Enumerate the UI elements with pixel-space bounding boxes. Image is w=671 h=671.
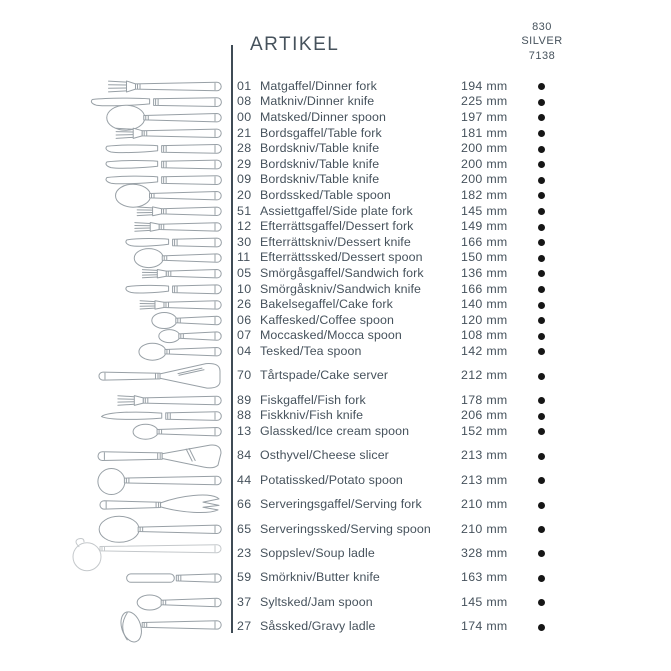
availability-dot [538, 373, 545, 380]
article-name: Bordskniv/Table knife [260, 141, 380, 156]
availability-dot [538, 477, 545, 484]
article-name: Bordsgaffel/Table fork [260, 125, 382, 140]
article-size: 210 mm [461, 521, 508, 536]
article-name: Soppslev/Soup ladle [260, 545, 375, 560]
article-size: 145 mm [461, 203, 508, 218]
availability-dot [538, 114, 545, 121]
article-code: 88 [237, 408, 252, 423]
page-title: ARTIKEL [250, 34, 340, 55]
article-name: Kaffesked/Coffee spoon [260, 312, 395, 327]
article-size: 142 mm [461, 343, 508, 358]
table-row [237, 497, 577, 513]
availability-dot [538, 192, 545, 199]
table-row [237, 141, 577, 157]
table-row [237, 235, 577, 251]
article-code: 65 [237, 521, 252, 536]
article-name: Efterrättskniv/Dessert knife [260, 234, 411, 249]
article-code: 10 [237, 281, 252, 296]
article-name: Serveringssked/Serving spoon [260, 521, 431, 536]
article-size: 149 mm [461, 219, 508, 234]
article-size: 200 mm [461, 141, 508, 156]
table-row [237, 313, 577, 329]
article-code: 89 [237, 392, 252, 407]
article-list [237, 0, 577, 671]
article-code: 26 [237, 297, 252, 312]
article-code: 37 [237, 594, 252, 609]
article-code: 28 [237, 141, 252, 156]
article-name: Tårtspade/Cake server [260, 368, 389, 383]
availability-dot [538, 302, 545, 309]
article-code: 21 [237, 125, 252, 140]
article-size: 108 mm [461, 328, 508, 343]
availability-dot [538, 208, 545, 215]
article-code: 84 [237, 448, 252, 463]
series-number: 830 [532, 21, 552, 33]
availability-dot [538, 624, 545, 631]
article-size: 145 mm [461, 594, 508, 609]
article-size: 174 mm [461, 619, 508, 634]
availability-dot [538, 333, 545, 340]
article-code: 05 [237, 265, 252, 280]
divider-line [231, 45, 233, 633]
article-code: 23 [237, 545, 252, 560]
article-size: 120 mm [461, 312, 508, 327]
article-code: 51 [237, 203, 252, 218]
article-name: Moccasked/Mocca spoon [260, 328, 402, 343]
table-row [237, 94, 577, 110]
article-name: Bakelsegaffel/Cake fork [260, 297, 393, 312]
article-name: Bordskniv/Table knife [260, 156, 380, 171]
availability-dot [538, 413, 545, 420]
availability-dot [538, 239, 545, 246]
availability-dot [538, 83, 545, 90]
article-name: Efterrättssked/Dessert spoon [260, 250, 423, 265]
table-row [237, 328, 577, 344]
article-name: Matkniv/Dinner knife [260, 94, 375, 109]
article-name: Potatissked/Potato spoon [260, 472, 403, 487]
table-row [237, 408, 577, 424]
article-code: 59 [237, 570, 252, 585]
availability-dot [538, 270, 545, 277]
table-row [237, 188, 577, 204]
availability-dot [538, 599, 545, 606]
article-name: Smörgåsgaffel/Sandwich fork [260, 265, 424, 280]
article-size: 152 mm [461, 423, 508, 438]
article-name: Serveringsgaffel/Serving fork [260, 497, 422, 512]
article-size: 178 mm [461, 392, 508, 407]
article-name: Såssked/Gravy ladle [260, 619, 376, 634]
article-size: 166 mm [461, 281, 508, 296]
article-size: 140 mm [461, 297, 508, 312]
article-code: 08 [237, 94, 252, 109]
article-name: Tesked/Tea spoon [260, 343, 362, 358]
availability-dot [538, 575, 545, 582]
article-name: Bordssked/Table spoon [260, 187, 391, 202]
article-code: 27 [237, 619, 252, 634]
article-size: 150 mm [461, 250, 508, 265]
article-code: 13 [237, 423, 252, 438]
article-code: 07 [237, 328, 252, 343]
table-row [237, 282, 577, 298]
article-size: 206 mm [461, 408, 508, 423]
availability-dot [538, 502, 545, 509]
article-size: 328 mm [461, 545, 508, 560]
article-size: 194 mm [461, 78, 508, 93]
table-row [237, 110, 577, 126]
article-size: 213 mm [461, 472, 508, 487]
article-code: 09 [237, 172, 252, 187]
article-code: 11 [237, 250, 251, 265]
table-row [237, 266, 577, 282]
article-size: 210 mm [461, 497, 508, 512]
table-row [237, 424, 577, 440]
article-name: Fiskgaffel/Fish fork [260, 392, 366, 407]
article-size: 197 mm [461, 109, 508, 124]
article-size: 200 mm [461, 172, 508, 187]
table-row [237, 546, 577, 562]
article-code: 70 [237, 368, 252, 383]
availability-dot [538, 526, 545, 533]
table-row [237, 619, 577, 635]
table-row [237, 157, 577, 173]
table-row [237, 79, 577, 95]
availability-dot [538, 161, 545, 168]
availability-dot [538, 550, 545, 557]
article-code: 44 [237, 472, 252, 487]
article-size: 200 mm [461, 156, 508, 171]
availability-dot [538, 453, 545, 460]
table-row [237, 570, 577, 586]
table-row [237, 473, 577, 489]
table-row [237, 204, 577, 220]
table-row [237, 393, 577, 409]
article-size: 181 mm [461, 125, 508, 140]
table-row [237, 126, 577, 142]
article-size: 182 mm [461, 187, 508, 202]
article-name: Glassked/Ice cream spoon [260, 423, 410, 438]
article-code: 66 [237, 497, 252, 512]
article-code: 00 [237, 109, 252, 124]
article-code: 12 [237, 219, 252, 234]
availability-dot [538, 428, 545, 435]
table-row [237, 219, 577, 235]
series-name: SILVER [521, 35, 563, 48]
article-code: 01 [237, 78, 252, 93]
article-size: 163 mm [461, 570, 508, 585]
article-name: Syltsked/Jam spoon [260, 594, 373, 609]
table-row [237, 448, 577, 464]
article-code: 20 [237, 187, 252, 202]
cutlery-drawings [0, 0, 232, 671]
article-code: 04 [237, 343, 252, 358]
availability-dot [538, 130, 545, 137]
article-code: 06 [237, 312, 252, 327]
article-size: 213 mm [461, 448, 508, 463]
availability-dot [538, 348, 545, 355]
article-code: 30 [237, 234, 252, 249]
article-size: 136 mm [461, 265, 508, 280]
article-name: Bordskniv/Table knife [260, 172, 380, 187]
article-name: Osthyvel/Cheese slicer [260, 448, 389, 463]
availability-dot [538, 146, 545, 153]
article-name: Smörkniv/Butter knife [260, 570, 380, 585]
table-row [237, 250, 577, 266]
table-row [237, 595, 577, 611]
table-row [237, 368, 577, 384]
availability-dot [538, 99, 545, 106]
availability-dot [538, 255, 545, 262]
availability-dot [538, 224, 545, 231]
table-row [237, 297, 577, 313]
availability-dot [538, 317, 545, 324]
article-name: Matgaffel/Dinner fork [260, 78, 377, 93]
article-code: 29 [237, 156, 252, 171]
article-size: 225 mm [461, 94, 508, 109]
table-row [237, 172, 577, 188]
table-row [237, 344, 577, 360]
article-size: 212 mm [461, 368, 508, 383]
article-name: Fiskkniv/Fish knife [260, 408, 364, 423]
availability-dot [538, 397, 545, 404]
series-pattern: 7138 [528, 49, 556, 62]
article-name: Matsked/Dinner spoon [260, 109, 386, 124]
table-row [237, 522, 577, 538]
availability-dot [538, 286, 545, 293]
article-name: Smörgåskniv/Sandwich knife [260, 281, 421, 296]
article-name: Assiettgaffel/Side plate fork [260, 203, 413, 218]
article-size: 166 mm [461, 234, 508, 249]
article-name: Efterrättsgaffel/Dessert fork [260, 219, 414, 234]
availability-dot [538, 177, 545, 184]
